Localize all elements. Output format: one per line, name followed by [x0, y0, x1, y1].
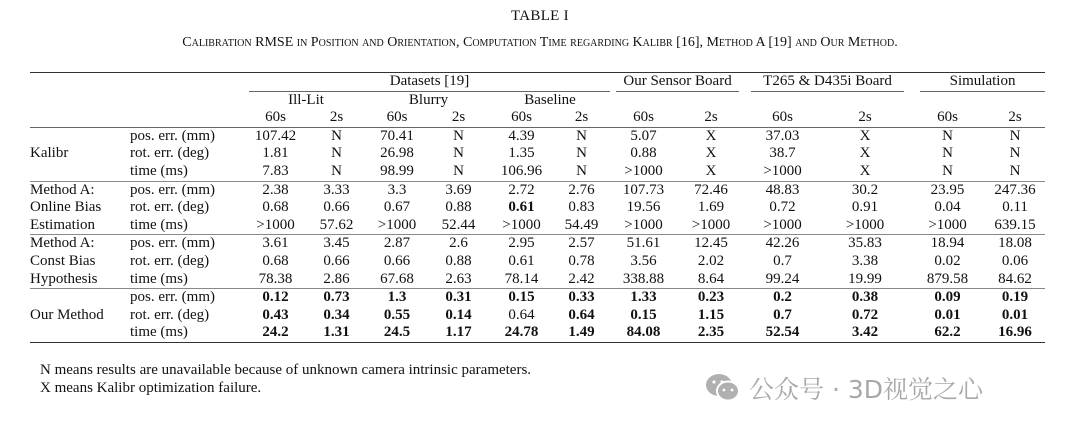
- table-row: [30, 235, 1045, 253]
- table-cell: 0.66: [383, 252, 411, 269]
- table-cell: 3.69: [427, 181, 490, 199]
- table-cell: 0.34: [323, 306, 350, 323]
- table-cell: 24.2: [245, 324, 306, 342]
- table-cell: 18.08: [985, 235, 1045, 253]
- table-cell: 0.88: [630, 145, 657, 162]
- table-cell: 4.39: [490, 127, 553, 145]
- table-cell: 2.72: [490, 181, 553, 199]
- table-cell: 0.06: [1001, 252, 1029, 269]
- table-cell: 0.64: [568, 306, 595, 323]
- header-duration: 2s: [451, 109, 466, 126]
- header-datasets: Datasets [19]: [249, 73, 610, 92]
- table-cell: 12.45: [677, 235, 745, 253]
- note-n: N means results are unavailable because of unknown camera intrinsic parameters.: [40, 362, 532, 378]
- table-cell: 78.14: [504, 270, 539, 287]
- table-cell: 1.69: [697, 199, 725, 216]
- method-label: Hypothesis: [30, 270, 98, 287]
- header-our-sensor-board: Our Sensor Board: [616, 73, 739, 92]
- table-cell: N: [985, 127, 1045, 145]
- table-cell: 38.7: [769, 145, 796, 162]
- table-row: [30, 289, 1045, 307]
- table-cell: 0.72: [851, 306, 879, 323]
- table-cell: N: [427, 127, 490, 145]
- table-row: [30, 307, 1045, 325]
- table-cell: 24.78: [490, 324, 553, 342]
- metric-label: rot. err. (deg): [130, 199, 210, 216]
- method-label: Kalibr: [30, 145, 69, 162]
- table-cell: 52.54: [745, 324, 820, 342]
- table-cell: >1000: [624, 162, 663, 179]
- table-cell: 0.23: [677, 289, 745, 307]
- table-cell: 3.45: [306, 235, 367, 253]
- table-row: [30, 199, 1045, 217]
- table-cell: >1000: [256, 216, 295, 233]
- table-cell: N: [576, 162, 587, 179]
- table-cell: 2.57: [553, 235, 610, 253]
- table-cell: 639.15: [994, 216, 1036, 233]
- table-cell: >1000: [691, 216, 731, 233]
- table-cell: N: [1009, 162, 1021, 179]
- table-cell: 107.42: [245, 127, 306, 145]
- table-cell: 0.31: [427, 289, 490, 307]
- table-row: [30, 271, 1045, 289]
- table-cell: N: [942, 162, 953, 179]
- table-cell: 2.63: [445, 270, 472, 287]
- metric-label: rot. err. (deg): [130, 252, 210, 269]
- table-cell: 3.33: [306, 181, 367, 199]
- table-cell: >1000: [624, 216, 663, 233]
- table-cell: 2.02: [697, 252, 725, 269]
- metric-label: time (ms): [130, 216, 188, 233]
- table-cell: 24.5: [367, 324, 427, 342]
- table-cell: 1.35: [508, 145, 535, 162]
- table-row: [30, 253, 1045, 271]
- table-caption: Calibration RMSE in Position and Orientation, Computation Time regarding Kalibr [16], Method A [19] and Our Method.: [182, 35, 898, 50]
- header-duration: 60s: [265, 109, 286, 126]
- header-duration: 2s: [858, 109, 872, 126]
- table-cell: 1.15: [697, 306, 725, 323]
- metric-label: pos. err. (mm): [130, 235, 245, 253]
- table-cell: 107.73: [610, 181, 677, 199]
- table-cell: 0.33: [553, 289, 610, 307]
- table-cell: 67.68: [380, 270, 414, 287]
- table-cell: 26.98: [380, 145, 414, 162]
- table-cell: 0.43: [262, 306, 289, 323]
- table-cell: X: [677, 127, 745, 145]
- header-baseline: Baseline: [524, 91, 576, 108]
- metric-label: pos. err. (mm): [130, 289, 245, 307]
- table-title: TABLE I: [511, 8, 569, 24]
- table-cell: N: [553, 127, 610, 145]
- table-cell: 0.88: [445, 199, 472, 216]
- table-cell: 0.14: [445, 306, 472, 323]
- table-cell: 2.95: [490, 235, 553, 253]
- table-cell: X: [859, 145, 871, 162]
- table-cell: 0.67: [383, 199, 411, 216]
- method-label: [30, 289, 130, 307]
- table-cell: >1000: [928, 216, 967, 233]
- metric-label: time (ms): [130, 162, 188, 179]
- table-cell: 78.38: [258, 270, 293, 287]
- header-duration: 60s: [937, 109, 958, 126]
- table-cell: N: [306, 127, 367, 145]
- table-cell: 1.81: [262, 145, 289, 162]
- header-ill-lit: Ill-Lit: [288, 91, 324, 108]
- table-cell: 37.03: [745, 127, 820, 145]
- table-cell: 0.91: [851, 199, 879, 216]
- table-cell: 99.24: [765, 270, 800, 287]
- table-cell: N: [331, 162, 342, 179]
- table-cell: 0.83: [568, 199, 595, 216]
- table-cell: 879.58: [926, 270, 969, 287]
- table-cell: 0.11: [1002, 199, 1028, 216]
- header-simulation: Simulation: [920, 73, 1045, 92]
- table-cell: 1.3: [367, 289, 427, 307]
- table-cell: >1000: [763, 162, 802, 179]
- watermark: [705, 370, 983, 406]
- table-cell: 5.07: [610, 127, 677, 145]
- table-cell: 3.42: [820, 324, 910, 342]
- table-cell: X: [859, 162, 871, 179]
- table-cell: 1.33: [610, 289, 677, 307]
- table-cell: 338.88: [622, 270, 665, 287]
- table-cell: 19.99: [848, 270, 882, 287]
- table-cell: 3.38: [851, 252, 879, 269]
- table-cell: 2.76: [553, 181, 610, 199]
- table-cell: 42.26: [745, 235, 820, 253]
- table-cell: 2.86: [323, 270, 350, 287]
- header-duration: 60s: [511, 109, 532, 126]
- table-cell: 0.09: [910, 289, 985, 307]
- table-cell: 18.94: [910, 235, 985, 253]
- table-cell: 0.73: [306, 289, 367, 307]
- table-row: [30, 217, 1045, 235]
- table-cell: 51.61: [610, 235, 677, 253]
- table-cell: N: [331, 145, 342, 162]
- table-cell: 0.02: [934, 252, 961, 269]
- table-cell: 1.31: [306, 324, 367, 342]
- table-cell: 0.01: [1001, 306, 1029, 323]
- table-cell: N: [1009, 145, 1021, 162]
- table-cell: N: [942, 145, 953, 162]
- method-label: Method A:: [30, 235, 130, 253]
- table-cell: >1000: [377, 216, 417, 233]
- table-cell: 0.66: [323, 252, 350, 269]
- header-duration: 60s: [772, 109, 793, 126]
- table-cell: 1.49: [553, 324, 610, 342]
- method-label: Our Method: [30, 306, 104, 323]
- method-label: [30, 163, 130, 181]
- wechat-icon: [705, 373, 741, 403]
- table-cell: 7.83: [262, 162, 289, 179]
- table-cell: 0.72: [769, 199, 796, 216]
- metric-label: time (ms): [130, 324, 245, 342]
- table-cell: X: [705, 145, 717, 162]
- table-cell: 62.2: [910, 324, 985, 342]
- table-cell: 0.19: [985, 289, 1045, 307]
- table-cell: 0.15: [490, 289, 553, 307]
- table-row: [30, 145, 1045, 163]
- table-cell: 84.08: [610, 324, 677, 342]
- header-blurry: Blurry: [408, 91, 449, 108]
- table-cell: 3.61: [245, 235, 306, 253]
- table-cell: 0.38: [820, 289, 910, 307]
- table-cell: X: [705, 162, 717, 179]
- table-cell: 23.95: [910, 181, 985, 199]
- table-row: [30, 181, 1045, 199]
- watermark-text: 公众号 · 3D视觉之心: [749, 375, 983, 404]
- table-row: [30, 324, 1045, 342]
- table-cell: 0.61: [508, 252, 535, 269]
- table-cell: N: [576, 145, 587, 162]
- table-cell: 48.83: [745, 181, 820, 199]
- table-cell: 0.15: [630, 306, 657, 323]
- table-cell: 0.66: [323, 199, 350, 216]
- method-label: Estimation: [30, 216, 95, 233]
- table-cell: 106.96: [500, 162, 543, 179]
- table-cell: 0.04: [934, 199, 961, 216]
- metric-label: pos. err. (mm): [130, 181, 245, 199]
- table-cell: 0.78: [568, 252, 595, 269]
- header-duration: 60s: [633, 109, 654, 126]
- table-cell: N: [453, 162, 464, 179]
- method-label: Online Bias: [30, 199, 102, 216]
- header-t265-d435i-board: T265 & D435i Board: [751, 73, 904, 92]
- table-cell: 0.61: [508, 199, 535, 216]
- table-cell: 0.01: [934, 306, 961, 323]
- table-cell: 2.42: [568, 270, 595, 287]
- table-cell: 0.68: [262, 252, 289, 269]
- table-cell: >1000: [763, 216, 802, 233]
- table-cell: >1000: [845, 216, 885, 233]
- table-cell: 2.35: [677, 324, 745, 342]
- table-cell: 52.44: [441, 216, 476, 233]
- table-cell: 84.62: [998, 270, 1032, 287]
- note-x: X means Kalibr optimization failure.: [40, 380, 262, 396]
- method-label: Method A:: [30, 181, 130, 199]
- table-cell: 30.2: [820, 181, 910, 199]
- table-cell: 0.68: [262, 199, 289, 216]
- table-cell: 0.2: [745, 289, 820, 307]
- table-cell: 19.56: [626, 199, 661, 216]
- results-table: [30, 72, 1045, 343]
- table-cell: 2.6: [427, 235, 490, 253]
- metric-label: rot. err. (deg): [130, 306, 210, 323]
- table-cell: X: [820, 127, 910, 145]
- header-duration: 2s: [574, 109, 589, 126]
- method-label: [30, 324, 130, 342]
- table-cell: 3.56: [630, 252, 657, 269]
- table-cell: 72.46: [677, 181, 745, 199]
- table-cell: >1000: [502, 216, 541, 233]
- table-cell: 247.36: [985, 181, 1045, 199]
- table-notes: [40, 361, 531, 397]
- method-label: Const Bias: [30, 252, 96, 269]
- header-duration: 2s: [329, 109, 344, 126]
- table-cell: 0.88: [445, 252, 472, 269]
- table-cell: 3.3: [367, 181, 427, 199]
- table-cell: N: [453, 145, 464, 162]
- table-cell: 0.64: [508, 306, 535, 323]
- table-row: [30, 163, 1045, 181]
- metric-label: time (ms): [130, 270, 188, 287]
- table-cell: 57.62: [319, 216, 354, 233]
- table-cell: 1.17: [427, 324, 490, 342]
- table-cell: 0.55: [383, 306, 411, 323]
- table-cell: 0.12: [245, 289, 306, 307]
- header-duration: 2s: [1008, 109, 1022, 126]
- table-cell: N: [910, 127, 985, 145]
- table-cell: 70.41: [367, 127, 427, 145]
- metric-label: pos. err. (mm): [130, 127, 245, 145]
- table-cell: 0.7: [773, 252, 792, 269]
- metric-label: rot. err. (deg): [130, 145, 210, 162]
- table-cell: 16.96: [985, 324, 1045, 342]
- table-cell: 8.64: [697, 270, 725, 287]
- table-cell: 54.49: [564, 216, 599, 233]
- table-cell: 2.87: [367, 235, 427, 253]
- table-cell: 98.99: [380, 162, 414, 179]
- table-cell: 35.83: [820, 235, 910, 253]
- table-row: [30, 127, 1045, 145]
- table-cell: 2.38: [245, 181, 306, 199]
- header-duration: 2s: [704, 109, 718, 126]
- table-cell: 0.7: [773, 306, 792, 323]
- header-duration: 60s: [386, 109, 408, 126]
- method-label: [30, 127, 130, 145]
